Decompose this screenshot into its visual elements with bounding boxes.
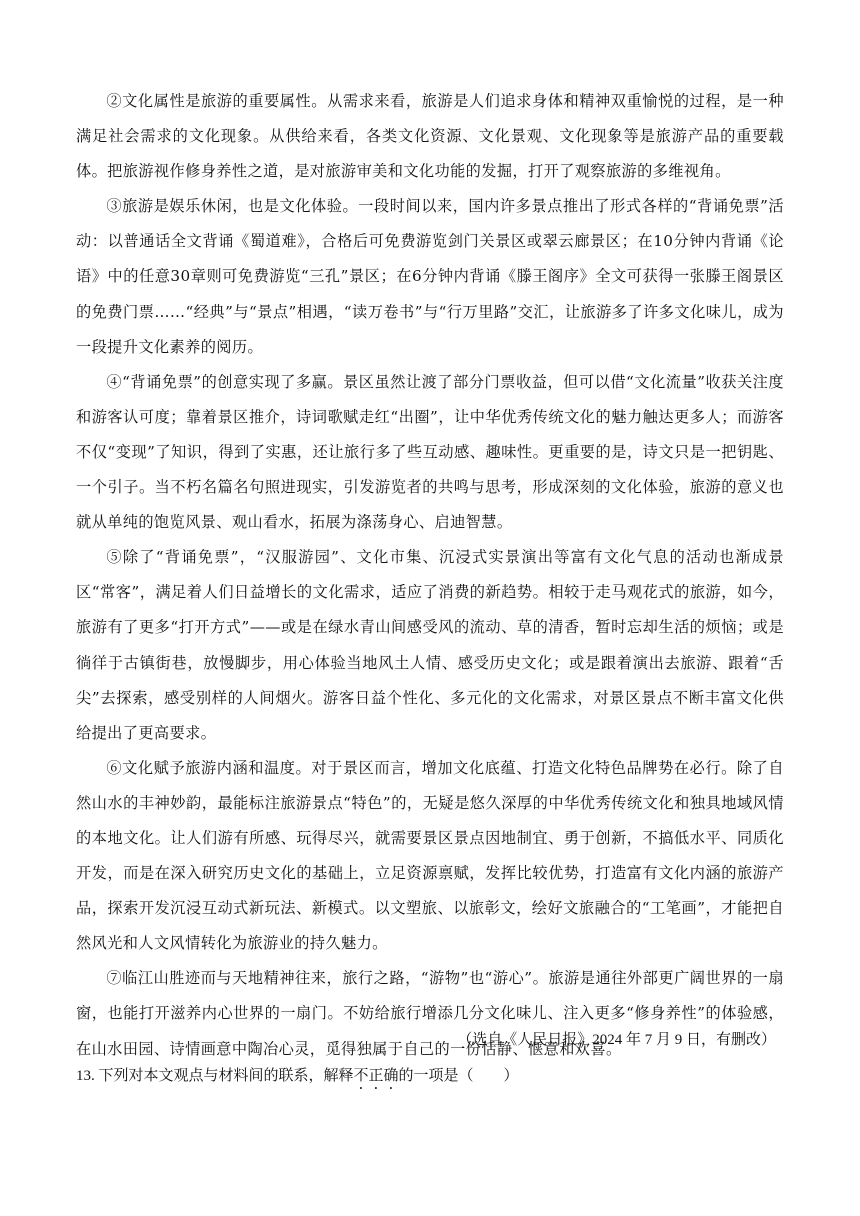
paragraph-5: ⑤除了“背诵免票”，“汉服游园”、文化市集、沉浸式实景演出等富有文化气息的活动也渐成景区“常客”，满足着人们日益增长的文化需求，适应了消费的新趋势。相较于走马观花式的旅游，如今，旅游有了更多“打开方式”——或是在绿水青山间感受风的流动、草的清香，暂时忘却生活的烦恼；或是徜徉于古镇街巷，放慢脚步，用心体验当地风土人情、感受历史文化；或是跟着演出去旅游、跟着“舌尖”去探索，感受别样的人间烟火。游客日益个性化、多元化的文化需求，对景区景点不断丰富文化供给提出了更高要求。: [76, 548, 784, 742]
paragraph-3: ③旅游是娱乐休闲，也是文化体验。一段时间以来，国内许多景点推出了形式各样的“背诵免票”活动：以普通话全文背诵《蜀道难》，合格后可免费游览剑门关景区或翠云廊景区；在10分钟内背诵《论语》中的任意30章则可免费游览“三孔”景区；在6分钟内背诵《滕王阁序》全文可获得一张滕王阁景区的免费门票……“经典”与“景点”相遇，“读万卷书”与“行万里路”交汇，让旅游多了许多文化味儿，成为一段提升文化素养的阅历。: [76, 197, 784, 356]
source-citation: （选自《人民日报》2024 年 7 月 9 日，有删改）: [457, 1032, 776, 1048]
passage-body: [76, 84, 784, 1067]
question-13: [76, 1058, 784, 1094]
paragraph-6: ⑥文化赋予旅游内涵和温度。对于景区而言，增加文化底蕴、打造文化特色品牌势在必行。除了自然山水的丰神妙韵，最能标注旅游景点“特色”的，无疑是悠久深厚的中华优秀传统文化和独具地域风情的本地文化。让人们游有所感、玩得尽兴，就需要景区景点因地制宜、勇于创新，不搞低水平、同质化开发，而是在深入研究历史文化的基础上，立足资源禀赋，发挥比较优势，打造富有文化内涵的旅游产品，探索开发沉浸互动式新玩法、新模式。以文塑旅、以旅彰文，绘好文旅融合的“工笔画”，才能把自然风光和人文风情转化为旅游业的持久魅力。: [76, 758, 784, 953]
paragraph-7: ⑦临江山胜迹而与天地精神往来，旅行之路，“游物”也“游心”。旅游是通往外部更广阔世界的一扇窗，也能打开滋养内心世界的一扇门。不妨给旅行增添几分文化味儿、注入更多“修身养性”的体验感，在山水田园、诗情画意中陶冶心灵，觅得独属于自己的一份恬静、惬意和欢喜。: [76, 969, 784, 1058]
paragraph-2: ②文化属性是旅游的重要属性。从需求来看，旅游是人们追求身体和精神双重愉悦的过程，是一种满足社会需求的文化现象。从供给来看，各类文化资源、文化景观、文化现象等是旅游产品的重要载体。把旅游视作修身养性之道，是对旅游审美和文化功能的发掘，打开了观察旅游的多维视角。: [76, 92, 784, 181]
question-prefix: 13. 下列对本文观点与材料间的联系，解释: [76, 1068, 354, 1084]
question-suffix: 的一项是（ ）: [398, 1068, 519, 1084]
question-emphasis: 不正确: [353, 1068, 399, 1084]
paragraph-4: ④“背诵免票”的创意实现了多赢。景区虽然让渡了部分门票收益，但可以借“文化流量”收获关注度和游客认可度；靠着景区推介，诗词歌赋走红“出圈”，让中华优秀传统文化的魅力触达更多人；而游客不仅“变现”了知识，得到了实惠，还让旅行多了些互动感、趣味性。更重要的是，诗文只是一把钥匙、一个引子。当不朽名篇名句照进现实，引发游览者的共鸣与思考，形成深刻的文化体验，旅游的意义也就从单纯的饱览风景、观山看水，拓展为涤荡身心、启迪智慧。: [76, 372, 784, 532]
